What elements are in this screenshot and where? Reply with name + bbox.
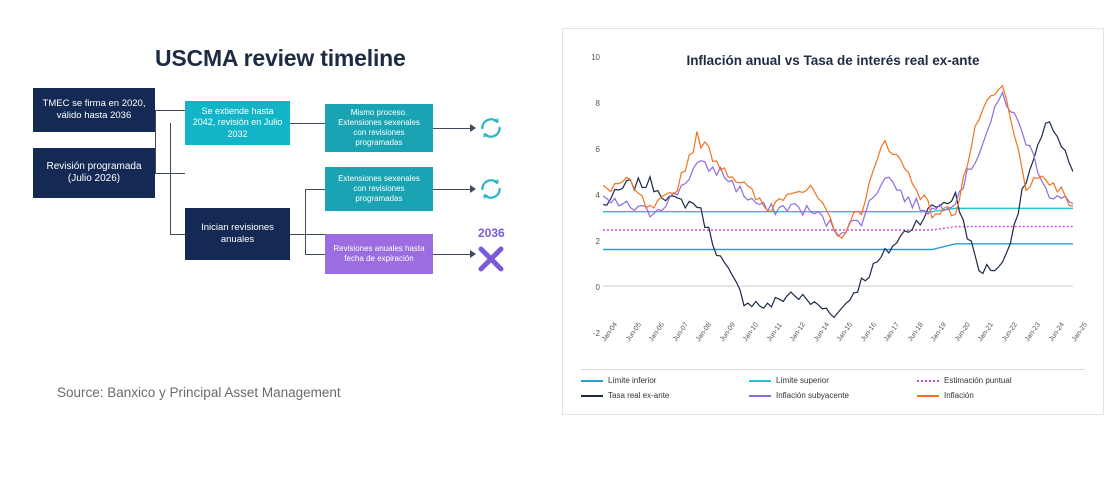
x-tick-label: Jan-04 <box>601 321 620 344</box>
x-tick-label: Jan-12 <box>789 321 808 344</box>
close-icon <box>476 244 506 274</box>
x-tick-label: Jun-22 <box>1000 321 1019 344</box>
chart-series-line <box>603 92 1073 236</box>
legend-label: Límite inferior <box>608 376 657 385</box>
node-same-process[interactable]: Mismo proceso. Extensiones sexenales con revisiones programadas <box>325 104 433 152</box>
connector-line <box>290 123 325 124</box>
y-tick-label: 4 <box>595 191 600 200</box>
x-tick-label: Jan-08 <box>695 321 714 344</box>
legend-label: Inflación <box>944 391 974 400</box>
node-annual-reviews-start[interactable]: Inician revisiones anuales <box>185 208 290 260</box>
connector-line <box>305 189 325 190</box>
legend-swatch <box>917 380 939 382</box>
chart-series-line <box>603 122 1073 318</box>
x-tick-label: Jun-09 <box>718 321 737 344</box>
x-tick-label: Jan-21 <box>977 321 996 344</box>
page-title: USCMA review timeline <box>155 45 406 71</box>
legend-swatch <box>581 380 603 382</box>
connector-line <box>290 234 325 235</box>
cycle-icon <box>478 115 504 141</box>
chart-series-line <box>603 244 1073 250</box>
x-tick-label: Jun-07 <box>671 321 690 344</box>
x-tick-label: Jan-19 <box>930 321 949 344</box>
legend-swatch <box>749 395 771 397</box>
node-tmec-signed[interactable]: TMEC se firma en 2020, válido hasta 2036 <box>33 88 155 132</box>
chart-title: Inflación anual vs Tasa de interés real ex-ante <box>686 53 980 68</box>
x-tick-label: Jun-18 <box>906 321 925 344</box>
x-tick-label: Jun-11 <box>765 321 784 344</box>
chart-card <box>562 28 1104 415</box>
legend-item[interactable] <box>917 391 1085 400</box>
chart-plot <box>603 57 1073 332</box>
legend-label: Límite superior <box>776 376 829 385</box>
cycle-icon <box>478 176 504 202</box>
connector-line <box>170 123 171 234</box>
x-tick-label: Jun-16 <box>859 321 878 344</box>
x-tick-label: Jun-24 <box>1047 321 1066 344</box>
chart-panel <box>556 0 1110 480</box>
x-tick-label: Jun-14 <box>812 321 831 344</box>
legend-item[interactable] <box>581 391 749 400</box>
arrow-head <box>470 124 476 132</box>
x-tick-label: Jan-10 <box>742 321 761 344</box>
legend-item[interactable] <box>581 376 749 385</box>
chart-series-line <box>603 208 1073 211</box>
connector-line <box>305 254 325 255</box>
y-tick-label: 0 <box>595 283 600 292</box>
connector-line <box>433 128 473 129</box>
legend-label: Estimación puntual <box>944 376 1012 385</box>
legend-label: Inflación subyacente <box>776 391 849 400</box>
y-tick-label: -2 <box>592 329 600 338</box>
legend-swatch <box>581 395 603 397</box>
x-tick-label: Jan-25 <box>1071 321 1090 344</box>
legend-swatch <box>749 380 771 382</box>
y-tick-label: 8 <box>595 99 600 108</box>
chart-series-line <box>603 86 1073 239</box>
connector-line <box>305 189 306 234</box>
x-tick-label: Jan-06 <box>648 321 667 344</box>
legend-item[interactable] <box>749 391 917 400</box>
chart-legend <box>581 369 1085 406</box>
x-tick-label: Jun-20 <box>953 321 972 344</box>
connector-line <box>305 234 306 254</box>
legend-item[interactable] <box>917 376 1085 385</box>
x-tick-label: Jun-05 <box>624 321 643 344</box>
chart-series-line <box>603 227 1073 230</box>
node-extends-2042[interactable]: Se extiende hasta 2042, revisión en Julio 2032 <box>185 101 290 145</box>
connector-line <box>155 110 156 173</box>
connector-line <box>170 234 185 235</box>
year-marker: 2036 <box>478 226 505 240</box>
y-tick-label: 6 <box>595 145 600 154</box>
y-tick-label: 2 <box>595 237 600 246</box>
node-annual-reviews-until-expiry[interactable]: Revisiones anuales hasta fecha de expiración <box>325 234 433 274</box>
x-tick-label: Jan-15 <box>836 321 855 344</box>
source-note: Source: Banxico y Principal Asset Management <box>57 385 341 400</box>
connector-line <box>433 254 473 255</box>
legend-swatch <box>917 395 939 397</box>
legend-label: Tasa real ex-ante <box>608 391 670 400</box>
node-sexennial-extensions[interactable]: Extensiones sexenales con revisiones programadas <box>325 167 433 211</box>
x-tick-label: Jan-23 <box>1024 321 1043 344</box>
connector-line <box>433 189 473 190</box>
y-tick-label: 10 <box>591 53 600 62</box>
legend-item[interactable] <box>749 376 917 385</box>
connector-line <box>155 110 185 111</box>
arrow-head <box>470 185 476 193</box>
node-scheduled-review[interactable]: Revisión programada (Julio 2026) <box>33 148 155 198</box>
x-tick-label: Jan-17 <box>883 321 902 344</box>
